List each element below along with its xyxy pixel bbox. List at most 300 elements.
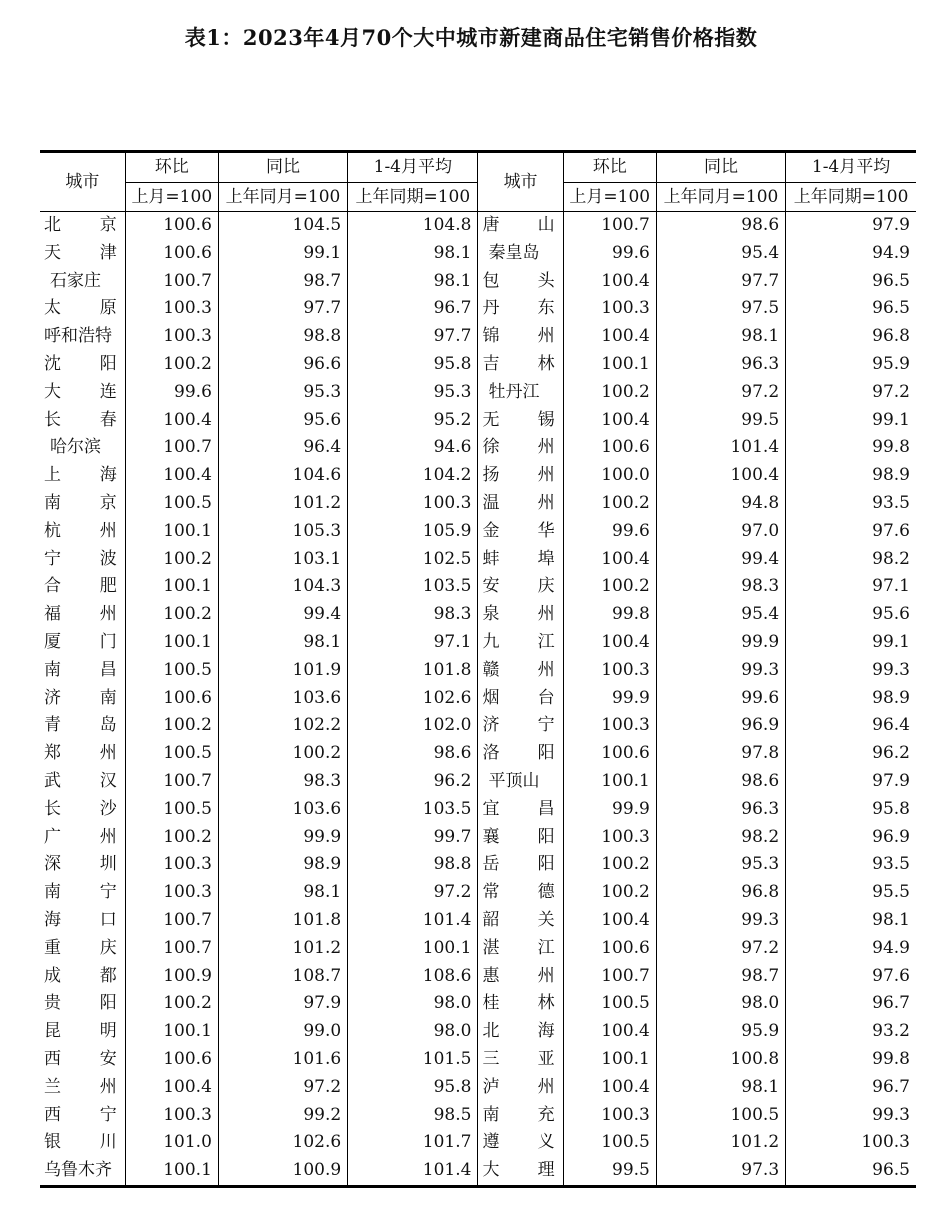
yoy-value-right: 98.7 bbox=[656, 963, 785, 991]
mom-value-left: 100.1 bbox=[125, 629, 218, 657]
avg-value-left: 104.2 bbox=[348, 462, 478, 490]
table-row bbox=[40, 740, 916, 768]
table-row bbox=[40, 351, 916, 379]
city-name-right: 丹 东 bbox=[478, 295, 563, 323]
yoy-value-right: 97.3 bbox=[656, 1157, 785, 1186]
city-name-left: 南 京 bbox=[44, 492, 117, 513]
city-name-left: 银 川 bbox=[44, 1132, 117, 1153]
header-avg-base-right: 上年同期=100 bbox=[786, 183, 916, 212]
header-yoy-left: 同比 bbox=[218, 152, 347, 183]
table-row bbox=[40, 212, 916, 240]
avg-value-left: 98.8 bbox=[348, 851, 478, 879]
table-row bbox=[40, 1102, 916, 1130]
mom-value-left: 100.3 bbox=[125, 323, 218, 351]
avg-value-right: 95.8 bbox=[786, 796, 916, 824]
yoy-value-right: 99.4 bbox=[656, 546, 785, 574]
yoy-value-left: 99.1 bbox=[218, 240, 347, 268]
city-name-right: 湛 江 bbox=[478, 935, 563, 963]
mom-value-right: 100.1 bbox=[563, 768, 656, 796]
mom-value-right: 100.2 bbox=[563, 851, 656, 879]
city-name-right: 唐 山 bbox=[478, 212, 563, 240]
city-name-left: 北 京 bbox=[44, 215, 117, 235]
avg-value-right: 96.7 bbox=[786, 990, 916, 1018]
mom-value-right: 100.3 bbox=[563, 295, 656, 323]
city-name-left: 海 口 bbox=[44, 909, 117, 930]
table-row bbox=[40, 629, 916, 657]
avg-value-left: 95.8 bbox=[348, 351, 478, 379]
city-name-left: 西 宁 bbox=[44, 1104, 117, 1125]
mom-value-right: 100.6 bbox=[563, 740, 656, 768]
avg-value-right: 97.6 bbox=[786, 518, 916, 546]
mom-value-left: 100.3 bbox=[125, 851, 218, 879]
avg-value-right: 96.7 bbox=[786, 1074, 916, 1102]
avg-value-right: 98.1 bbox=[786, 907, 916, 935]
avg-value-left: 98.3 bbox=[348, 601, 478, 629]
city-name-left: 郑 州 bbox=[44, 743, 117, 764]
mom-value-left: 100.1 bbox=[125, 1018, 218, 1046]
avg-value-left: 96.7 bbox=[348, 295, 478, 323]
yoy-value-right: 97.5 bbox=[656, 295, 785, 323]
avg-value-left: 102.5 bbox=[348, 546, 478, 574]
yoy-value-right: 101.2 bbox=[656, 1129, 785, 1157]
city-name-right: 泉 州 bbox=[478, 601, 563, 629]
mom-value-right: 100.0 bbox=[563, 462, 656, 490]
yoy-value-right: 95.9 bbox=[656, 1018, 785, 1046]
yoy-value-left: 99.4 bbox=[218, 601, 347, 629]
mom-value-left: 100.5 bbox=[125, 740, 218, 768]
city-name-left: 沈 阳 bbox=[44, 353, 117, 374]
city-name-left: 哈 尔 滨 bbox=[50, 437, 101, 458]
avg-value-left: 103.5 bbox=[348, 796, 478, 824]
table-row bbox=[40, 407, 916, 435]
city-name-right: 扬 州 bbox=[478, 462, 563, 490]
yoy-value-left: 102.2 bbox=[218, 712, 347, 740]
mom-value-right: 100.4 bbox=[563, 323, 656, 351]
city-name-left: 太 原 bbox=[44, 298, 117, 319]
header-avg-right: 1-4月平均 bbox=[786, 152, 916, 183]
city-name-left: 青 岛 bbox=[44, 715, 117, 736]
mom-value-left: 100.3 bbox=[125, 1102, 218, 1130]
mom-value-right: 100.3 bbox=[563, 657, 656, 685]
avg-value-left: 98.1 bbox=[348, 240, 478, 268]
mom-value-left: 100.6 bbox=[125, 240, 218, 268]
yoy-value-right: 95.4 bbox=[656, 240, 785, 268]
yoy-value-left: 102.6 bbox=[218, 1129, 347, 1157]
city-name-right: 襄 阳 bbox=[478, 824, 563, 852]
city-name-left: 成 都 bbox=[44, 965, 117, 986]
yoy-value-right: 99.3 bbox=[656, 907, 785, 935]
avg-value-left: 101.5 bbox=[348, 1046, 478, 1074]
avg-value-left: 95.3 bbox=[348, 379, 478, 407]
avg-value-left: 99.7 bbox=[348, 824, 478, 852]
table-row bbox=[40, 240, 916, 268]
mom-value-left: 100.9 bbox=[125, 963, 218, 991]
city-name-right: 大 理 bbox=[478, 1157, 563, 1186]
city-name-left: 南 宁 bbox=[44, 882, 117, 903]
header-avg-left: 1-4月平均 bbox=[348, 152, 478, 183]
city-name-left: 武 汉 bbox=[44, 770, 117, 791]
table-row bbox=[40, 990, 916, 1018]
table-row bbox=[40, 685, 916, 713]
city-name-left: 宁 波 bbox=[44, 548, 117, 569]
yoy-value-left: 101.8 bbox=[218, 907, 347, 935]
table-row bbox=[40, 1074, 916, 1102]
avg-value-right: 96.5 bbox=[786, 268, 916, 296]
header-mom-right: 环比 bbox=[563, 152, 656, 183]
yoy-value-right: 98.6 bbox=[656, 212, 785, 240]
city-name-right: 宜 昌 bbox=[478, 796, 563, 824]
city-name-right: 韶 关 bbox=[478, 907, 563, 935]
yoy-value-right: 96.3 bbox=[656, 351, 785, 379]
city-name-right: 烟 台 bbox=[478, 685, 563, 713]
avg-value-right: 97.6 bbox=[786, 963, 916, 991]
city-name-right: 吉 林 bbox=[478, 351, 563, 379]
mom-value-left: 100.4 bbox=[125, 462, 218, 490]
mom-value-right: 100.3 bbox=[563, 712, 656, 740]
city-name-right: 三 亚 bbox=[478, 1046, 563, 1074]
mom-value-left: 100.6 bbox=[125, 212, 218, 240]
yoy-value-left: 98.1 bbox=[218, 879, 347, 907]
avg-value-right: 99.8 bbox=[786, 1046, 916, 1074]
yoy-value-left: 97.9 bbox=[218, 990, 347, 1018]
yoy-value-left: 100.9 bbox=[218, 1157, 347, 1186]
header-city-right: 城市 bbox=[478, 152, 563, 212]
mom-value-left: 100.7 bbox=[125, 907, 218, 935]
city-name-left: 厦 门 bbox=[44, 631, 117, 652]
mom-value-left: 100.2 bbox=[125, 824, 218, 852]
avg-value-right: 95.5 bbox=[786, 879, 916, 907]
table-row bbox=[40, 434, 916, 462]
mom-value-right: 100.4 bbox=[563, 1018, 656, 1046]
avg-value-left: 100.3 bbox=[348, 490, 478, 518]
table-row bbox=[40, 879, 916, 907]
city-name-left: 石 家 庄 bbox=[50, 270, 101, 291]
city-name-right: 泸 州 bbox=[478, 1074, 563, 1102]
yoy-value-right: 98.6 bbox=[656, 768, 785, 796]
avg-value-right: 96.5 bbox=[786, 1157, 916, 1186]
avg-value-left: 101.7 bbox=[348, 1129, 478, 1157]
yoy-value-left: 95.6 bbox=[218, 407, 347, 435]
table-row bbox=[40, 657, 916, 685]
yoy-value-right: 97.0 bbox=[656, 518, 785, 546]
city-name-right: 蚌 埠 bbox=[478, 546, 563, 574]
mom-value-right: 100.4 bbox=[563, 546, 656, 574]
yoy-value-right: 96.9 bbox=[656, 712, 785, 740]
mom-value-left: 100.1 bbox=[125, 1157, 218, 1186]
mom-value-left: 100.4 bbox=[125, 407, 218, 435]
table-row bbox=[40, 963, 916, 991]
city-name-right: 南 充 bbox=[478, 1102, 563, 1130]
avg-value-left: 100.1 bbox=[348, 935, 478, 963]
table-row bbox=[40, 1129, 916, 1157]
city-name-left: 广 州 bbox=[44, 826, 117, 847]
yoy-value-left: 101.6 bbox=[218, 1046, 347, 1074]
yoy-value-right: 100.4 bbox=[656, 462, 785, 490]
yoy-value-left: 101.2 bbox=[218, 490, 347, 518]
city-name-right: 秦 皇 岛 bbox=[478, 240, 563, 268]
mom-value-right: 100.6 bbox=[563, 434, 656, 462]
avg-value-right: 97.2 bbox=[786, 379, 916, 407]
city-name-left: 天 津 bbox=[44, 242, 117, 263]
yoy-value-right: 98.1 bbox=[656, 323, 785, 351]
avg-value-right: 96.9 bbox=[786, 824, 916, 852]
city-name-left: 西 安 bbox=[44, 1048, 117, 1069]
mom-value-left: 100.2 bbox=[125, 601, 218, 629]
yoy-value-left: 99.2 bbox=[218, 1102, 347, 1130]
yoy-value-right: 99.9 bbox=[656, 629, 785, 657]
yoy-value-left: 98.3 bbox=[218, 768, 347, 796]
mom-value-left: 101.0 bbox=[125, 1129, 218, 1157]
yoy-value-left: 104.6 bbox=[218, 462, 347, 490]
avg-value-left: 105.9 bbox=[348, 518, 478, 546]
header-city-left: 城市 bbox=[40, 152, 125, 212]
avg-value-right: 98.9 bbox=[786, 685, 916, 713]
yoy-value-left: 99.9 bbox=[218, 824, 347, 852]
mom-value-right: 99.8 bbox=[563, 601, 656, 629]
mom-value-right: 100.3 bbox=[563, 824, 656, 852]
yoy-value-right: 99.3 bbox=[656, 657, 785, 685]
mom-value-right: 100.4 bbox=[563, 407, 656, 435]
avg-value-left: 94.6 bbox=[348, 434, 478, 462]
avg-value-left: 98.1 bbox=[348, 268, 478, 296]
avg-value-right: 94.9 bbox=[786, 935, 916, 963]
mom-value-left: 100.3 bbox=[125, 879, 218, 907]
city-name-right: 常 德 bbox=[478, 879, 563, 907]
avg-value-right: 99.1 bbox=[786, 407, 916, 435]
yoy-value-left: 108.7 bbox=[218, 963, 347, 991]
mom-value-right: 99.6 bbox=[563, 240, 656, 268]
mom-value-right: 100.6 bbox=[563, 935, 656, 963]
yoy-value-right: 98.1 bbox=[656, 1074, 785, 1102]
city-name-right: 济 宁 bbox=[478, 712, 563, 740]
city-name-right: 桂 林 bbox=[478, 990, 563, 1018]
avg-value-right: 94.9 bbox=[786, 240, 916, 268]
yoy-value-right: 94.8 bbox=[656, 490, 785, 518]
mom-value-left: 100.2 bbox=[125, 351, 218, 379]
city-name-right: 洛 阳 bbox=[478, 740, 563, 768]
mom-value-left: 100.3 bbox=[125, 295, 218, 323]
mom-value-right: 99.9 bbox=[563, 796, 656, 824]
avg-value-right: 98.9 bbox=[786, 462, 916, 490]
avg-value-left: 95.2 bbox=[348, 407, 478, 435]
avg-value-left: 101.8 bbox=[348, 657, 478, 685]
city-name-left: 呼和浩特 bbox=[44, 326, 112, 347]
city-name-left: 福 州 bbox=[44, 604, 117, 625]
city-name-right: 赣 州 bbox=[478, 657, 563, 685]
yoy-value-left: 98.1 bbox=[218, 629, 347, 657]
city-name-left: 上 海 bbox=[44, 465, 117, 486]
yoy-value-left: 95.3 bbox=[218, 379, 347, 407]
table-body bbox=[40, 212, 916, 1187]
avg-value-left: 97.1 bbox=[348, 629, 478, 657]
yoy-value-right: 100.5 bbox=[656, 1102, 785, 1130]
header-yoy-right: 同比 bbox=[656, 152, 785, 183]
avg-value-left: 96.2 bbox=[348, 768, 478, 796]
mom-value-right: 100.7 bbox=[563, 963, 656, 991]
yoy-value-left: 104.5 bbox=[218, 212, 347, 240]
avg-value-left: 102.0 bbox=[348, 712, 478, 740]
mom-value-left: 100.5 bbox=[125, 796, 218, 824]
yoy-value-right: 96.8 bbox=[656, 879, 785, 907]
city-name-right: 徐 州 bbox=[478, 434, 563, 462]
avg-value-right: 96.8 bbox=[786, 323, 916, 351]
mom-value-right: 100.2 bbox=[563, 379, 656, 407]
yoy-value-right: 99.5 bbox=[656, 407, 785, 435]
avg-value-left: 97.2 bbox=[348, 879, 478, 907]
city-name-right: 金 华 bbox=[478, 518, 563, 546]
yoy-value-left: 100.2 bbox=[218, 740, 347, 768]
avg-value-right: 96.2 bbox=[786, 740, 916, 768]
table-row bbox=[40, 295, 916, 323]
mom-value-right: 100.7 bbox=[563, 212, 656, 240]
avg-value-left: 108.6 bbox=[348, 963, 478, 991]
table-row bbox=[40, 824, 916, 852]
city-name-left: 长 沙 bbox=[44, 798, 117, 819]
city-name-left: 兰 州 bbox=[44, 1076, 117, 1097]
mom-value-left: 100.6 bbox=[125, 1046, 218, 1074]
avg-value-left: 98.5 bbox=[348, 1102, 478, 1130]
avg-value-left: 98.0 bbox=[348, 990, 478, 1018]
mom-value-right: 100.1 bbox=[563, 1046, 656, 1074]
table-row bbox=[40, 546, 916, 574]
header-avg-base-left: 上年同期=100 bbox=[348, 183, 478, 212]
city-name-left: 重 庆 bbox=[44, 937, 117, 958]
city-name-right: 安 庆 bbox=[478, 573, 563, 601]
mom-value-right: 100.2 bbox=[563, 879, 656, 907]
yoy-value-left: 97.2 bbox=[218, 1074, 347, 1102]
table-row bbox=[40, 907, 916, 935]
city-name-left: 深 圳 bbox=[44, 854, 117, 875]
yoy-value-right: 96.3 bbox=[656, 796, 785, 824]
avg-value-right: 93.5 bbox=[786, 851, 916, 879]
yoy-value-left: 105.3 bbox=[218, 518, 347, 546]
table-row bbox=[40, 490, 916, 518]
yoy-value-right: 98.3 bbox=[656, 573, 785, 601]
avg-value-left: 104.8 bbox=[348, 212, 478, 240]
mom-value-left: 100.2 bbox=[125, 712, 218, 740]
table-row bbox=[40, 796, 916, 824]
mom-value-left: 100.7 bbox=[125, 268, 218, 296]
mom-value-right: 100.4 bbox=[563, 629, 656, 657]
city-name-right: 平 顶 山 bbox=[478, 768, 563, 796]
table-row bbox=[40, 768, 916, 796]
header-mom-base-right: 上月=100 bbox=[563, 183, 656, 212]
mom-value-right: 99.6 bbox=[563, 518, 656, 546]
mom-value-left: 100.7 bbox=[125, 768, 218, 796]
avg-value-left: 97.7 bbox=[348, 323, 478, 351]
table-row bbox=[40, 268, 916, 296]
table-row bbox=[40, 1018, 916, 1046]
yoy-value-left: 96.6 bbox=[218, 351, 347, 379]
yoy-value-left: 98.9 bbox=[218, 851, 347, 879]
city-name-left: 南 昌 bbox=[44, 659, 117, 680]
mom-value-right: 99.9 bbox=[563, 685, 656, 713]
yoy-value-right: 100.8 bbox=[656, 1046, 785, 1074]
avg-value-right: 93.5 bbox=[786, 490, 916, 518]
city-name-left: 杭 州 bbox=[44, 520, 117, 541]
yoy-value-right: 97.2 bbox=[656, 379, 785, 407]
yoy-value-right: 95.3 bbox=[656, 851, 785, 879]
yoy-value-right: 98.0 bbox=[656, 990, 785, 1018]
mom-value-right: 100.2 bbox=[563, 573, 656, 601]
mom-value-left: 100.2 bbox=[125, 546, 218, 574]
header-yoy-base-left: 上年同月=100 bbox=[218, 183, 347, 212]
mom-value-left: 100.7 bbox=[125, 935, 218, 963]
yoy-value-right: 99.6 bbox=[656, 685, 785, 713]
yoy-value-right: 97.8 bbox=[656, 740, 785, 768]
yoy-value-right: 101.4 bbox=[656, 434, 785, 462]
yoy-value-left: 101.9 bbox=[218, 657, 347, 685]
mom-value-right: 100.5 bbox=[563, 1129, 656, 1157]
city-name-right: 九 江 bbox=[478, 629, 563, 657]
city-name-right: 温 州 bbox=[478, 490, 563, 518]
mom-value-left: 100.5 bbox=[125, 490, 218, 518]
city-name-left: 合 肥 bbox=[44, 576, 117, 597]
mom-value-right: 100.3 bbox=[563, 1102, 656, 1130]
mom-value-left: 100.5 bbox=[125, 657, 218, 685]
avg-value-left: 98.0 bbox=[348, 1018, 478, 1046]
avg-value-right: 99.8 bbox=[786, 434, 916, 462]
city-name-right: 包 头 bbox=[478, 268, 563, 296]
table-row bbox=[40, 601, 916, 629]
city-name-right: 遵 义 bbox=[478, 1129, 563, 1157]
mom-value-right: 100.4 bbox=[563, 907, 656, 935]
mom-value-left: 100.7 bbox=[125, 434, 218, 462]
avg-value-right: 93.2 bbox=[786, 1018, 916, 1046]
yoy-value-right: 97.2 bbox=[656, 935, 785, 963]
city-name-right: 锦 州 bbox=[478, 323, 563, 351]
avg-value-right: 96.4 bbox=[786, 712, 916, 740]
avg-value-left: 103.5 bbox=[348, 573, 478, 601]
mom-value-left: 99.6 bbox=[125, 379, 218, 407]
avg-value-right: 95.9 bbox=[786, 351, 916, 379]
avg-value-right: 99.3 bbox=[786, 657, 916, 685]
yoy-value-left: 99.0 bbox=[218, 1018, 347, 1046]
avg-value-right: 100.3 bbox=[786, 1129, 916, 1157]
header-yoy-base-right: 上年同月=100 bbox=[656, 183, 785, 212]
city-name-left: 昆 明 bbox=[44, 1021, 117, 1042]
avg-value-right: 98.2 bbox=[786, 546, 916, 574]
avg-value-right: 96.5 bbox=[786, 295, 916, 323]
city-name-right: 岳 阳 bbox=[478, 851, 563, 879]
header-mom-left: 环比 bbox=[125, 152, 218, 183]
city-name-right: 惠 州 bbox=[478, 963, 563, 991]
mom-value-right: 100.4 bbox=[563, 268, 656, 296]
avg-value-right: 99.3 bbox=[786, 1102, 916, 1130]
table-row bbox=[40, 518, 916, 546]
mom-value-left: 100.1 bbox=[125, 518, 218, 546]
avg-value-right: 97.1 bbox=[786, 573, 916, 601]
city-name-right: 牡 丹 江 bbox=[478, 379, 563, 407]
avg-value-right: 97.9 bbox=[786, 212, 916, 240]
yoy-value-right: 98.2 bbox=[656, 824, 785, 852]
city-name-left: 长 春 bbox=[44, 409, 117, 430]
city-name-right: 无 锡 bbox=[478, 407, 563, 435]
city-name-left: 乌鲁木齐 bbox=[40, 1157, 125, 1186]
yoy-value-right: 97.7 bbox=[656, 268, 785, 296]
yoy-value-left: 98.8 bbox=[218, 323, 347, 351]
mom-value-right: 100.5 bbox=[563, 990, 656, 1018]
avg-value-left: 101.4 bbox=[348, 1157, 478, 1186]
mom-value-right: 100.2 bbox=[563, 490, 656, 518]
yoy-value-left: 101.2 bbox=[218, 935, 347, 963]
header-mom-base-left: 上月=100 bbox=[125, 183, 218, 212]
avg-value-left: 101.4 bbox=[348, 907, 478, 935]
page-title: 表1：2023年4月70个大中城市新建商品住宅销售价格指数 bbox=[184, 25, 758, 50]
mom-value-left: 100.6 bbox=[125, 685, 218, 713]
avg-value-right: 95.6 bbox=[786, 601, 916, 629]
avg-value-left: 95.8 bbox=[348, 1074, 478, 1102]
